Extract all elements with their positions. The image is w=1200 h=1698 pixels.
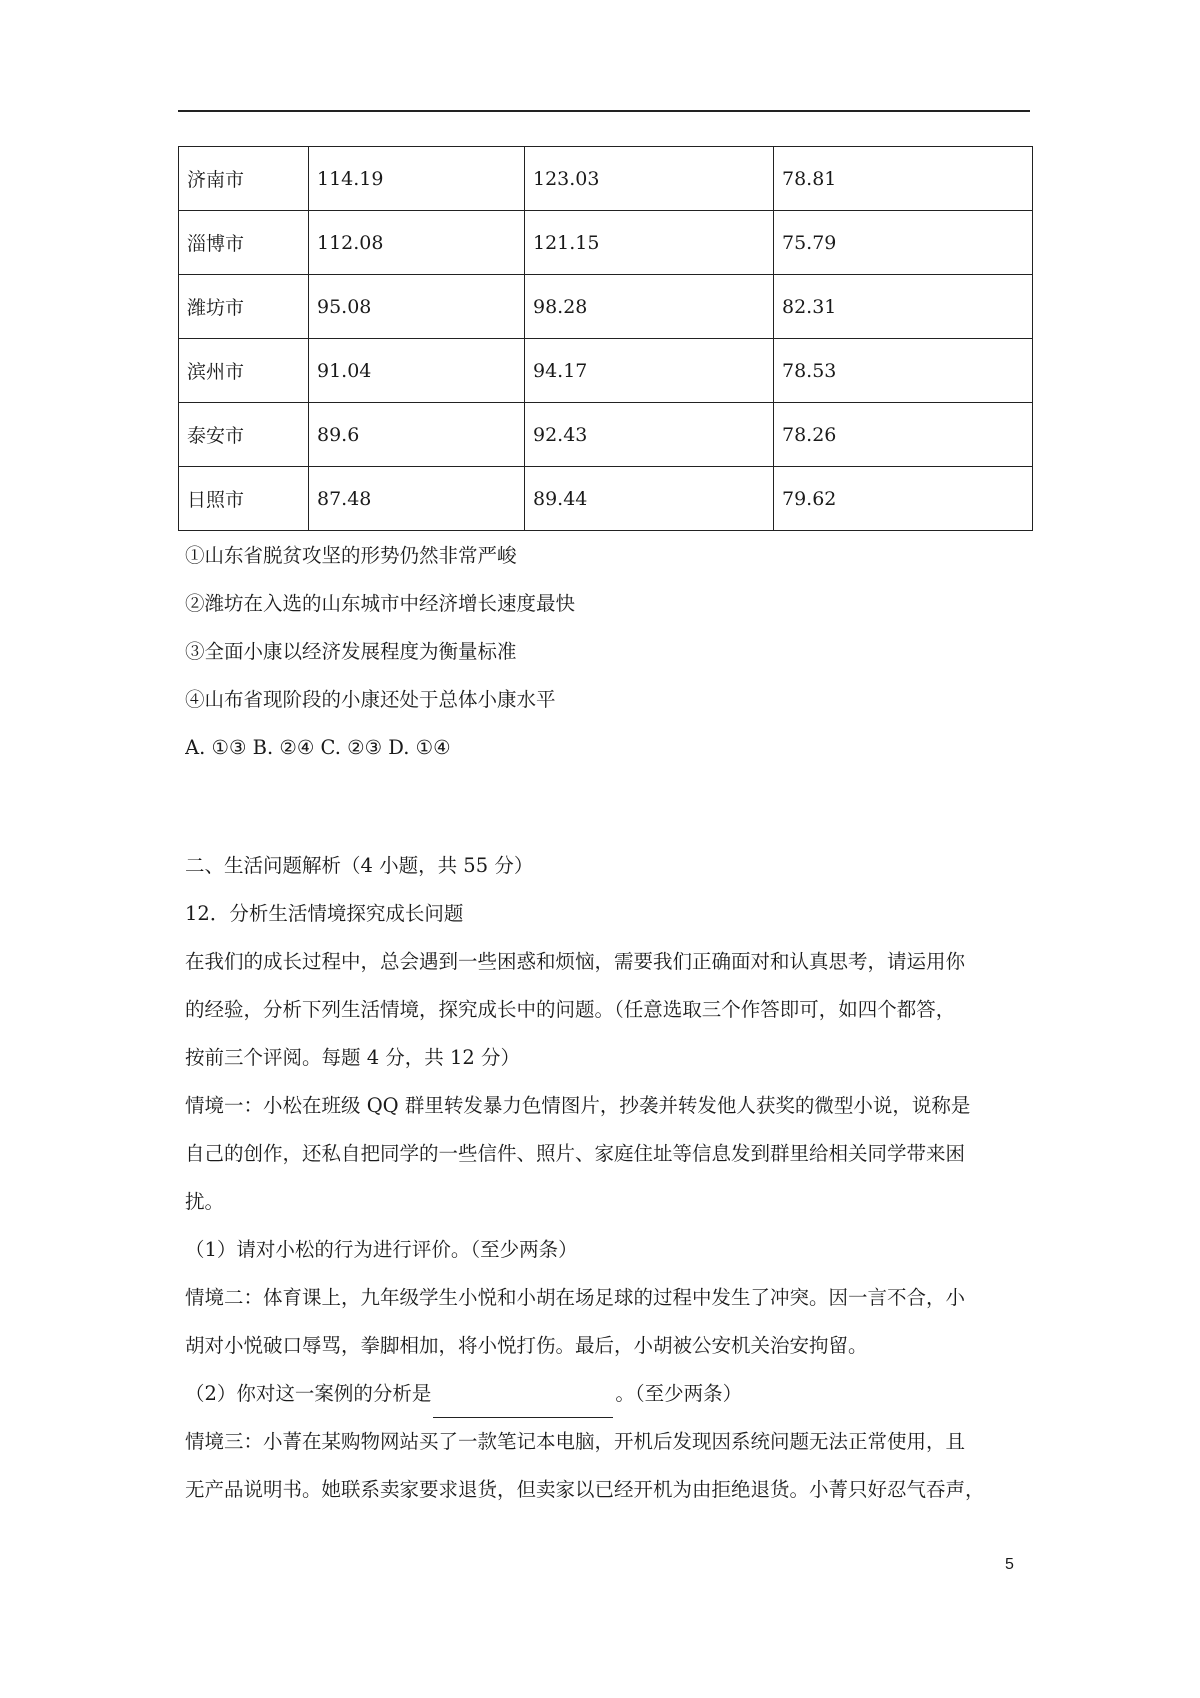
statement-1: ①山东省脱贫攻坚的形势仍然非常严峻 — [185, 544, 517, 567]
table-row — [179, 147, 1033, 211]
question-12-title: 12．分析生活情境探究成长问题 — [185, 902, 464, 925]
scenario-2-line-1: 情境二：体育课上，九年级学生小悦和小胡在场足球的过程中发生了冲突。因一言不合，小 — [185, 1286, 966, 1309]
value-cell: 92.43 — [525, 403, 774, 467]
city-cell: 济南市 — [179, 147, 309, 211]
value-cell: 121.15 — [525, 211, 774, 275]
question-body — [185, 532, 1033, 1514]
statement-2: ②潍坊在入选的山东城市中经济增长速度最快 — [185, 592, 576, 615]
scenario-3-line-1: 情境三：小菁在某购物网站买了一款笔记本电脑，开机后发现因系统问题无法正常使用，且 — [185, 1430, 966, 1453]
city-cell: 淄博市 — [179, 211, 309, 275]
city-cell: 日照市 — [179, 467, 309, 531]
data-table — [178, 146, 1033, 531]
scenario-3-line-2: 无产品说明书。她联系卖家要求退货，但卖家以已经开机为由拒绝退货。小菁只好忍气吞声， — [185, 1478, 985, 1501]
value-cell: 91.04 — [309, 339, 525, 403]
table-row — [179, 211, 1033, 275]
section-heading: 二、生活问题解析（4 小题，共 55 分） — [185, 854, 534, 877]
spacer — [185, 772, 1033, 842]
intro-line-2: 的经验，分析下列生活情境，探究成长中的问题。（任意选取三个作答即可，如四个都答， — [185, 998, 956, 1021]
value-cell: 98.28 — [525, 275, 774, 339]
sub-question-2 — [185, 1370, 1033, 1418]
intro-line-3: 按前三个评阅。每题 4 分，共 12 分） — [185, 1046, 521, 1069]
value-cell: 95.08 — [309, 275, 525, 339]
value-cell: 82.31 — [774, 275, 1033, 339]
answer-blank[interactable] — [433, 1391, 613, 1418]
scenario-1-line-3: 扰。 — [185, 1190, 225, 1213]
value-cell: 78.53 — [774, 339, 1033, 403]
table-row — [179, 339, 1033, 403]
city-cell: 泰安市 — [179, 403, 309, 467]
sub-question-1: （1）请对小松的行为进行评价。（至少两条） — [185, 1238, 578, 1261]
header-rule — [178, 110, 1030, 112]
intro-line-1: 在我们的成长过程中，总会遇到一些困惑和烦恼，需要我们正确面对和认真思考，请运用你 — [185, 950, 966, 973]
value-cell: 89.6 — [309, 403, 525, 467]
answer-options: A. ①③ B. ②④ C. ②③ D. ①④ — [185, 736, 451, 759]
value-cell: 94.17 — [525, 339, 774, 403]
table-row — [179, 403, 1033, 467]
value-cell: 114.19 — [309, 147, 525, 211]
table-row — [179, 275, 1033, 339]
value-cell: 89.44 — [525, 467, 774, 531]
value-cell: 78.81 — [774, 147, 1033, 211]
sub-question-2-suffix: 。（至少两条） — [615, 1382, 743, 1405]
value-cell: 79.62 — [774, 467, 1033, 531]
value-cell: 87.48 — [309, 467, 525, 531]
value-cell: 75.79 — [774, 211, 1033, 275]
statement-4: ④山布省现阶段的小康还处于总体小康水平 — [185, 688, 556, 711]
page-number: 5 — [1005, 1556, 1014, 1573]
scenario-2-line-2: 胡对小悦破口辱骂，拳脚相加，将小悦打伤。最后，小胡被公安机关治安拘留。 — [185, 1334, 868, 1357]
sub-question-2-prefix: （2）你对这一案例的分析是 — [185, 1382, 432, 1405]
value-cell: 123.03 — [525, 147, 774, 211]
statement-3: ③全面小康以经济发展程度为衡量标准 — [185, 640, 517, 663]
city-cell: 滨州市 — [179, 339, 309, 403]
scenario-1-line-2: 自己的创作，还私自把同学的一些信件、照片、家庭住址等信息发到群里给相关同学带来困 — [185, 1142, 966, 1165]
table-row — [179, 467, 1033, 531]
value-cell: 112.08 — [309, 211, 525, 275]
scenario-1-line-1: 情境一：小松在班级 QQ 群里转发暴力色情图片，抄袭并转发他人获奖的微型小说，说称是 — [185, 1094, 971, 1117]
value-cell: 78.26 — [774, 403, 1033, 467]
city-cell: 潍坊市 — [179, 275, 309, 339]
